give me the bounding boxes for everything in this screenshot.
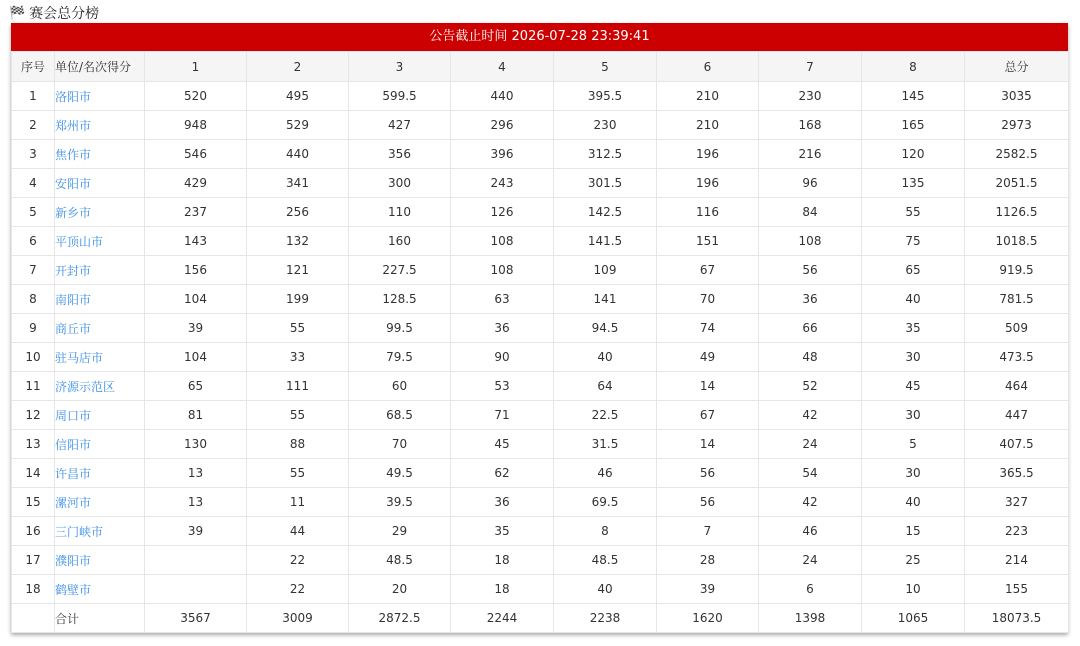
total-score-cell: 155 [965, 575, 1069, 604]
score-cell: 529 [247, 111, 349, 140]
score-cell: 312.5 [554, 140, 657, 169]
score-cell: 141.5 [554, 227, 657, 256]
score-cell: 111 [247, 372, 349, 401]
score-cell: 300 [349, 169, 451, 198]
score-cell: 88 [247, 430, 349, 459]
unit-link[interactable]: 漯河市 [55, 495, 92, 510]
total-cell: 1065 [862, 604, 965, 633]
score-cell: 96 [759, 169, 862, 198]
score-cell: 20 [349, 575, 451, 604]
unit-cell [55, 169, 145, 198]
score-cell: 67 [657, 256, 759, 285]
total-cell: 1398 [759, 604, 862, 633]
unit-cell [55, 111, 145, 140]
table-row [12, 401, 1069, 430]
unit-cell [55, 256, 145, 285]
score-cell: 25 [862, 546, 965, 575]
score-cell: 67 [657, 401, 759, 430]
score-cell: 520 [145, 82, 247, 111]
total-score-cell: 3035 [965, 82, 1069, 111]
unit-link[interactable]: 焦作市 [55, 147, 92, 162]
score-cell: 40 [862, 488, 965, 517]
score-cell: 30 [862, 459, 965, 488]
score-cell: 44 [247, 517, 349, 546]
score-cell: 495 [247, 82, 349, 111]
table-row [12, 256, 1069, 285]
score-cell: 230 [554, 111, 657, 140]
table-row [12, 169, 1069, 198]
score-cell [145, 575, 247, 604]
unit-cell [55, 430, 145, 459]
score-cell: 120 [862, 140, 965, 169]
score-cell: 160 [349, 227, 451, 256]
score-cell: 36 [451, 314, 554, 343]
score-cell: 55 [862, 198, 965, 227]
total-cell: 2238 [554, 604, 657, 633]
score-cell: 42 [759, 401, 862, 430]
unit-link[interactable]: 周口市 [55, 408, 92, 423]
page-title-text: 赛会总分榜 [29, 6, 100, 22]
total-cell: 2244 [451, 604, 554, 633]
table-row [12, 575, 1069, 604]
score-cell: 99.5 [349, 314, 451, 343]
score-cell: 199 [247, 285, 349, 314]
total-score-cell: 223 [965, 517, 1069, 546]
total-score-cell: 2582.5 [965, 140, 1069, 169]
score-cell: 130 [145, 430, 247, 459]
table-body [12, 82, 1069, 633]
total-cell: 2872.5 [349, 604, 451, 633]
score-cell: 29 [349, 517, 451, 546]
score-cell: 156 [145, 256, 247, 285]
score-cell: 13 [145, 488, 247, 517]
score-cell: 60 [349, 372, 451, 401]
total-score-cell: 1126.5 [965, 198, 1069, 227]
score-cell: 31.5 [554, 430, 657, 459]
rank-cell: 3 [12, 140, 55, 169]
unit-link[interactable]: 开封市 [55, 263, 92, 278]
score-cell: 30 [862, 343, 965, 372]
score-cell: 39 [145, 314, 247, 343]
column-header-total: 总分 [965, 52, 1069, 82]
score-cell: 79.5 [349, 343, 451, 372]
score-cell: 429 [145, 169, 247, 198]
unit-link[interactable]: 商丘市 [55, 321, 92, 336]
score-cell: 11 [247, 488, 349, 517]
score-cell: 46 [554, 459, 657, 488]
rank-cell: 13 [12, 430, 55, 459]
total-score-cell: 447 [965, 401, 1069, 430]
score-cell: 395.5 [554, 82, 657, 111]
unit-link[interactable]: 平顶山市 [55, 234, 104, 249]
score-cell: 64 [554, 372, 657, 401]
score-cell: 227.5 [349, 256, 451, 285]
score-cell: 243 [451, 169, 554, 198]
score-cell: 14 [657, 372, 759, 401]
score-cell: 165 [862, 111, 965, 140]
score-cell: 68.5 [349, 401, 451, 430]
score-cell: 28 [657, 546, 759, 575]
score-cell [145, 546, 247, 575]
table-row [12, 314, 1069, 343]
unit-link[interactable]: 三门峡市 [55, 524, 104, 539]
score-cell: 108 [451, 227, 554, 256]
unit-link[interactable]: 信阳市 [55, 437, 92, 452]
rank-cell: 18 [12, 575, 55, 604]
table-row [12, 140, 1069, 169]
score-cell: 10 [862, 575, 965, 604]
table-total-row [12, 604, 1069, 633]
score-cell: 104 [145, 285, 247, 314]
score-cell: 42 [759, 488, 862, 517]
score-cell: 48 [759, 343, 862, 372]
score-cell: 8 [554, 517, 657, 546]
total-score-cell: 2973 [965, 111, 1069, 140]
score-cell: 128.5 [349, 285, 451, 314]
score-cell: 53 [451, 372, 554, 401]
table-row [12, 227, 1069, 256]
column-header-rank: 序号 [12, 52, 55, 82]
column-header-place-4: 4 [451, 52, 554, 82]
rank-cell: 4 [12, 169, 55, 198]
score-cell: 341 [247, 169, 349, 198]
score-cell: 39 [145, 517, 247, 546]
score-cell: 24 [759, 546, 862, 575]
score-cell: 22.5 [554, 401, 657, 430]
score-cell: 301.5 [554, 169, 657, 198]
score-cell: 427 [349, 111, 451, 140]
unit-link[interactable]: 郑州市 [55, 118, 92, 133]
total-cell: 3009 [247, 604, 349, 633]
column-header-place-1: 1 [145, 52, 247, 82]
unit-cell [55, 575, 145, 604]
total-cell: 1620 [657, 604, 759, 633]
column-header-place-8: 8 [862, 52, 965, 82]
score-cell: 145 [862, 82, 965, 111]
score-cell: 126 [451, 198, 554, 227]
total-label-cell: 合计 [55, 604, 145, 633]
score-cell: 39 [657, 575, 759, 604]
column-header-place-3: 3 [349, 52, 451, 82]
rank-cell: 15 [12, 488, 55, 517]
score-cell: 948 [145, 111, 247, 140]
column-header-unit: 单位/名次得分 [55, 52, 145, 82]
score-cell: 36 [759, 285, 862, 314]
total-score-cell: 365.5 [965, 459, 1069, 488]
score-cell: 110 [349, 198, 451, 227]
score-cell: 56 [759, 256, 862, 285]
total-score-cell: 327 [965, 488, 1069, 517]
score-cell: 151 [657, 227, 759, 256]
score-cell: 63 [451, 285, 554, 314]
score-cell: 66 [759, 314, 862, 343]
score-cell: 116 [657, 198, 759, 227]
checkered-flag-icon: 🏁 [9, 5, 26, 21]
score-cell: 94.5 [554, 314, 657, 343]
total-score-cell: 464 [965, 372, 1069, 401]
table-row [12, 517, 1069, 546]
table-header-row [12, 52, 1069, 82]
score-cell: 216 [759, 140, 862, 169]
score-cell: 55 [247, 459, 349, 488]
page-title [9, 3, 99, 23]
unit-cell [55, 488, 145, 517]
score-cell: 356 [349, 140, 451, 169]
score-cell: 36 [451, 488, 554, 517]
score-cell: 210 [657, 111, 759, 140]
score-cell: 141 [554, 285, 657, 314]
score-cell: 90 [451, 343, 554, 372]
table-row [12, 285, 1069, 314]
table-row [12, 430, 1069, 459]
rank-cell: 6 [12, 227, 55, 256]
rank-cell: 1 [12, 82, 55, 111]
total-cell [12, 604, 55, 633]
total-score-cell: 2051.5 [965, 169, 1069, 198]
score-cell: 296 [451, 111, 554, 140]
score-cell: 108 [759, 227, 862, 256]
table-row [12, 488, 1069, 517]
unit-cell [55, 372, 145, 401]
unit-cell [55, 198, 145, 227]
total-score-cell: 407.5 [965, 430, 1069, 459]
unit-link[interactable]: 濮阳市 [55, 553, 92, 568]
total-score-cell: 1018.5 [965, 227, 1069, 256]
score-cell: 396 [451, 140, 554, 169]
unit-cell [55, 314, 145, 343]
score-cell: 69.5 [554, 488, 657, 517]
score-cell: 14 [657, 430, 759, 459]
unit-cell [55, 343, 145, 372]
column-header-place-5: 5 [554, 52, 657, 82]
score-cell: 54 [759, 459, 862, 488]
score-cell: 35 [451, 517, 554, 546]
total-cell: 18073.5 [965, 604, 1069, 633]
score-cell: 55 [247, 314, 349, 343]
score-cell: 196 [657, 140, 759, 169]
score-cell: 40 [554, 343, 657, 372]
score-cell: 30 [862, 401, 965, 430]
score-cell: 45 [862, 372, 965, 401]
rank-cell: 5 [12, 198, 55, 227]
score-cell: 56 [657, 459, 759, 488]
score-cell: 256 [247, 198, 349, 227]
score-cell: 104 [145, 343, 247, 372]
score-cell: 84 [759, 198, 862, 227]
score-cell: 49.5 [349, 459, 451, 488]
total-score-cell: 919.5 [965, 256, 1069, 285]
score-cell: 40 [862, 285, 965, 314]
unit-link[interactable]: 济源示范区 [55, 379, 116, 394]
score-cell: 210 [657, 82, 759, 111]
score-cell: 109 [554, 256, 657, 285]
score-cell: 440 [247, 140, 349, 169]
standings-board [11, 23, 1068, 633]
table-row [12, 82, 1069, 111]
score-cell: 52 [759, 372, 862, 401]
rank-cell: 9 [12, 314, 55, 343]
score-cell: 74 [657, 314, 759, 343]
score-cell: 6 [759, 575, 862, 604]
unit-cell [55, 459, 145, 488]
unit-link[interactable]: 驻马店市 [55, 350, 104, 365]
unit-cell [55, 227, 145, 256]
score-cell: 108 [451, 256, 554, 285]
score-cell: 22 [247, 575, 349, 604]
total-cell: 3567 [145, 604, 247, 633]
score-cell: 143 [145, 227, 247, 256]
score-cell: 135 [862, 169, 965, 198]
score-cell: 46 [759, 517, 862, 546]
score-cell: 39.5 [349, 488, 451, 517]
score-cell: 45 [451, 430, 554, 459]
table-row [12, 372, 1069, 401]
unit-cell [55, 546, 145, 575]
unit-link[interactable]: 安阳市 [55, 176, 92, 191]
unit-cell [55, 140, 145, 169]
score-cell: 132 [247, 227, 349, 256]
table-row [12, 546, 1069, 575]
score-cell: 70 [349, 430, 451, 459]
score-cell: 18 [451, 575, 554, 604]
rank-cell: 11 [12, 372, 55, 401]
score-cell: 546 [145, 140, 247, 169]
total-score-cell: 473.5 [965, 343, 1069, 372]
rank-cell: 16 [12, 517, 55, 546]
unit-link[interactable]: 鹤壁市 [55, 582, 92, 597]
score-cell: 142.5 [554, 198, 657, 227]
table-row [12, 111, 1069, 140]
score-cell: 440 [451, 82, 554, 111]
score-cell: 71 [451, 401, 554, 430]
score-cell: 237 [145, 198, 247, 227]
score-cell: 24 [759, 430, 862, 459]
score-cell: 230 [759, 82, 862, 111]
column-header-place-7: 7 [759, 52, 862, 82]
score-cell: 5 [862, 430, 965, 459]
column-header-place-2: 2 [247, 52, 349, 82]
score-cell: 75 [862, 227, 965, 256]
score-cell: 168 [759, 111, 862, 140]
score-cell: 196 [657, 169, 759, 198]
table-row [12, 343, 1069, 372]
rank-cell: 2 [12, 111, 55, 140]
score-cell: 15 [862, 517, 965, 546]
score-cell: 22 [247, 546, 349, 575]
total-score-cell: 781.5 [965, 285, 1069, 314]
total-score-cell: 214 [965, 546, 1069, 575]
score-cell: 40 [554, 575, 657, 604]
score-cell: 55 [247, 401, 349, 430]
standings-table [11, 51, 1069, 633]
table-row [12, 459, 1069, 488]
score-cell: 35 [862, 314, 965, 343]
score-cell: 33 [247, 343, 349, 372]
unit-cell [55, 82, 145, 111]
rank-cell: 14 [12, 459, 55, 488]
score-cell: 62 [451, 459, 554, 488]
score-cell: 121 [247, 256, 349, 285]
unit-link[interactable]: 南阳市 [55, 292, 92, 307]
rank-cell: 7 [12, 256, 55, 285]
rank-cell: 10 [12, 343, 55, 372]
table-row [12, 198, 1069, 227]
score-cell: 65 [862, 256, 965, 285]
unit-cell [55, 401, 145, 430]
score-cell: 56 [657, 488, 759, 517]
column-header-place-6: 6 [657, 52, 759, 82]
score-cell: 49 [657, 343, 759, 372]
unit-cell [55, 517, 145, 546]
unit-cell [55, 285, 145, 314]
score-cell: 81 [145, 401, 247, 430]
score-cell: 13 [145, 459, 247, 488]
unit-link[interactable]: 许昌市 [55, 466, 92, 481]
score-cell: 7 [657, 517, 759, 546]
rank-cell: 12 [12, 401, 55, 430]
score-cell: 48.5 [554, 546, 657, 575]
rank-cell: 8 [12, 285, 55, 314]
score-cell: 48.5 [349, 546, 451, 575]
total-score-cell: 509 [965, 314, 1069, 343]
notice-bar: 公告截止时间 2026-07-28 23:39:41 [11, 23, 1068, 51]
score-cell: 18 [451, 546, 554, 575]
score-cell: 599.5 [349, 82, 451, 111]
score-cell: 70 [657, 285, 759, 314]
score-cell: 65 [145, 372, 247, 401]
unit-link[interactable]: 洛阳市 [55, 89, 92, 104]
rank-cell: 17 [12, 546, 55, 575]
unit-link[interactable]: 新乡市 [55, 205, 92, 220]
